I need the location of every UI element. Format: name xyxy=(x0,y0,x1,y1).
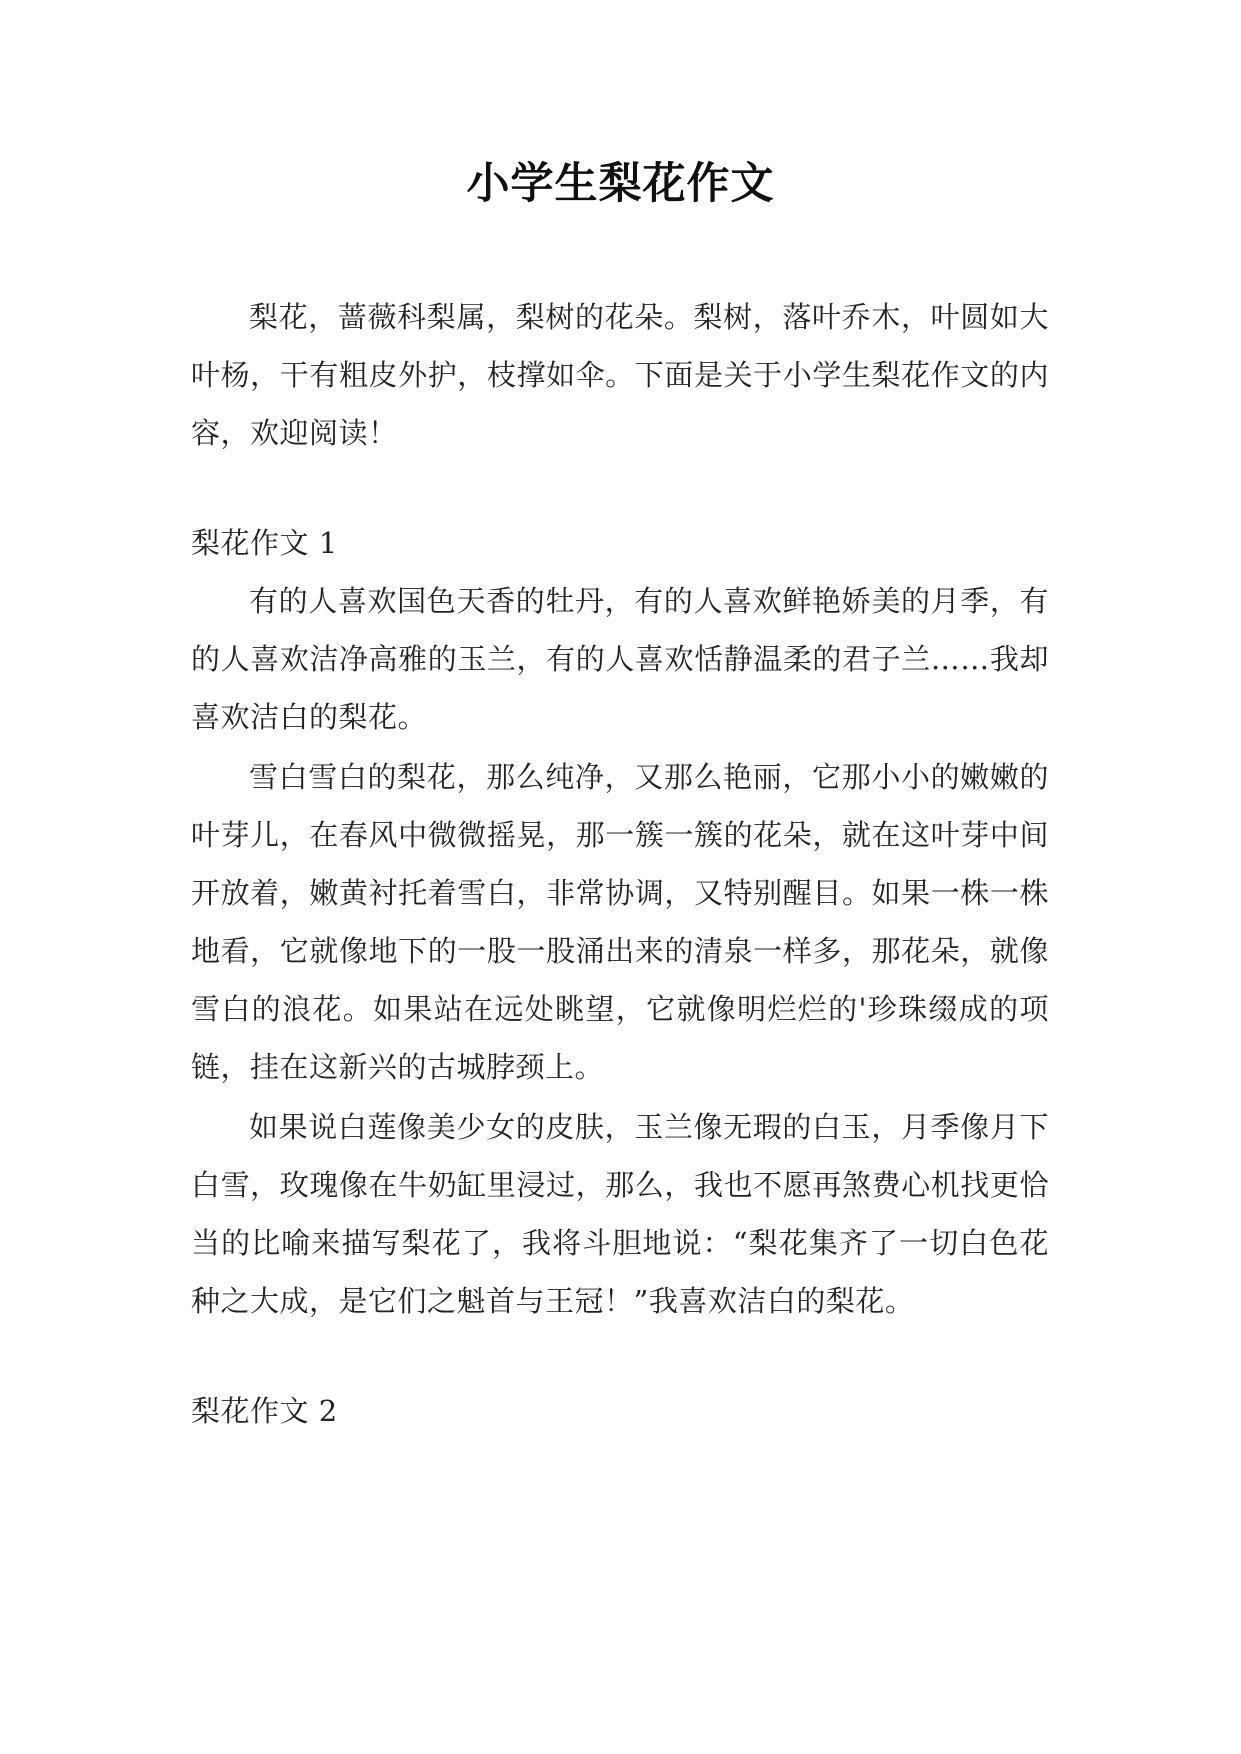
document-title: 小学生梨花作文 xyxy=(466,159,775,209)
section-1-paragraph-3: 如果说白莲像美少女的皮肤，玉兰像无瑕的白玉，月季像月下白雪，玫瑰像在牛奶缸里浸过，那么，我也不愿再煞费心机找更恰当的比喻来描写梨花了，我将斗胆地说：“梨花集齐了一切白色花种之大成，是它们之魁首与王冠！”我喜欢洁白的梨花。 xyxy=(191,1110,1049,1318)
spacer xyxy=(191,462,1049,514)
section-1-paragraph-2: 雪白雪白的梨花，那么纯净，又那么艳丽，它那小小的嫩嫩的叶芽儿，在春风中微微摇晃，那一簇一簇的花朵，就在这叶芽中间开放着，嫩黄衬托着雪白，非常协调，又特别醒目。如果一株一株地看，它就像地下的一股一股涌出来的清泉一样多，那花朵，就像雪白的浪花。如果站在远处眺望，它就像明烂烂的'珍珠缀成的项链，挂在这新兴的古城脖颈上。 xyxy=(191,760,1049,1084)
section-1-paragraph-1: 有的人喜欢国色天香的牡丹，有的人喜欢鲜艳娇美的月季，有的人喜欢洁净高雅的玉兰，有的人喜欢恬静温柔的君子兰……我却喜欢洁白的梨花。 xyxy=(191,584,1049,734)
document-body xyxy=(191,288,1049,1440)
intro-paragraph: 梨花，蔷薇科梨属，梨树的花朵。梨树，落叶乔木，叶圆如大叶杨，干有粗皮外护，枝撑如伞。下面是关于小学生梨花作文的内容，欢迎阅读！ xyxy=(191,300,1049,450)
section-heading-1: 梨花作文 1 xyxy=(191,526,338,560)
spacer xyxy=(191,1330,1049,1382)
section-heading-2: 梨花作文 2 xyxy=(191,1394,338,1428)
